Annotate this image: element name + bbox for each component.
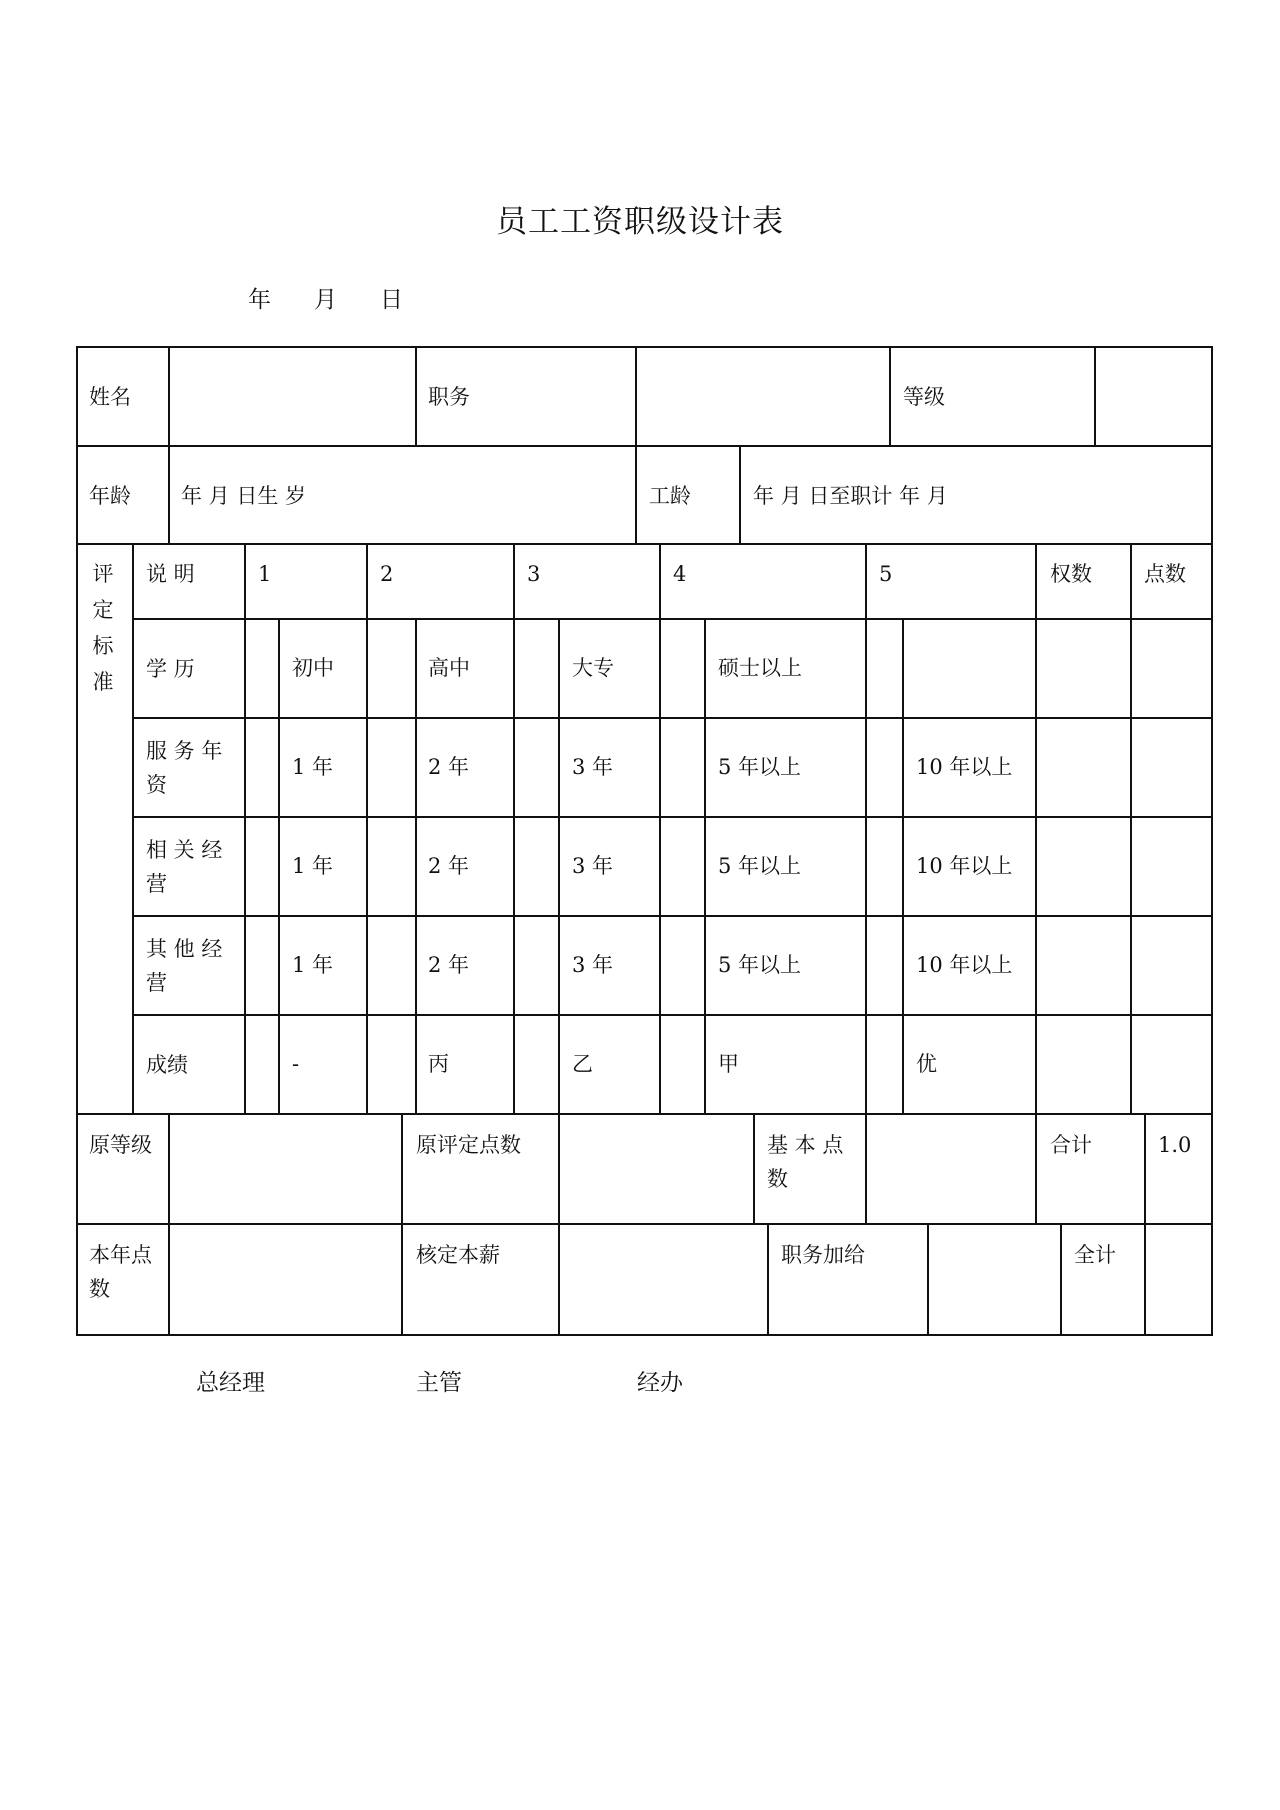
criteria-row-value: 1 年	[292, 755, 334, 779]
criteria-row-value: 10 年以上	[916, 953, 1013, 977]
criteria-row-value: 丙	[428, 1052, 449, 1076]
total-label: 全计	[1074, 1243, 1116, 1267]
criteria-row-value: 2 年	[428, 755, 470, 779]
duty-allowance-label: 职务加给	[781, 1243, 865, 1267]
table-border-top	[76, 346, 1213, 348]
grid-line	[889, 347, 891, 446]
criteria-row-value: 10 年以上	[916, 755, 1013, 779]
criteria-row-value: 2 年	[428, 953, 470, 977]
level-2-header: 2	[380, 562, 394, 586]
grid-line	[704, 619, 706, 1114]
grid-line	[366, 544, 368, 1114]
grid-line	[244, 544, 246, 1114]
criteria-row-label: 服 务 年	[146, 738, 223, 763]
table-border-left	[76, 347, 78, 1335]
year-points-label: 本年点	[89, 1243, 152, 1267]
grid-line	[168, 347, 170, 446]
grid-line	[635, 446, 637, 544]
criteria-row-label: 其 他 经	[146, 936, 223, 961]
grid-line	[168, 1114, 170, 1335]
date-month: 月	[314, 287, 337, 313]
criteria-row-value: -	[292, 1052, 300, 1076]
criteria-row-label: 成绩	[146, 1052, 188, 1077]
criteria-row-value: 高中	[428, 656, 470, 680]
weight-label: 权数	[1050, 562, 1092, 586]
criteria-row-value: 2 年	[428, 854, 470, 878]
position-label: 职务	[428, 385, 470, 409]
grid-line	[133, 618, 1213, 620]
grid-line	[865, 1114, 867, 1224]
level-1-header: 1	[258, 562, 272, 586]
grid-line	[659, 544, 661, 1114]
criteria-row-value: 3 年	[572, 755, 614, 779]
grid-line	[1035, 1114, 1037, 1224]
criteria-row-value: 乙	[572, 1052, 593, 1076]
criteria-row-value: 1 年	[292, 953, 334, 977]
base-points-label-line2: 数	[767, 1167, 788, 1191]
grid-line	[1144, 1114, 1146, 1224]
grid-line	[739, 446, 741, 544]
criteria-row-value: 甲	[718, 1052, 739, 1076]
birth-date-text: 年 月 日生 岁	[181, 484, 307, 508]
criteria-row-value: 5 年以上	[718, 854, 802, 878]
grid-line	[415, 619, 417, 1114]
seniority-label: 工龄	[649, 484, 691, 508]
criteria-row-value: 优	[916, 1052, 937, 1076]
grid-line	[133, 816, 1213, 818]
criteria-row-value: 初中	[292, 656, 334, 680]
criteria-row-label: 相 关 经	[146, 837, 223, 862]
criteria-row-label: 学 历	[146, 656, 195, 681]
grid-line	[278, 619, 280, 1114]
criteria-header-label: 说 明	[146, 562, 195, 586]
date-year: 年	[248, 287, 271, 313]
criteria-row-value: 5 年以上	[718, 755, 802, 779]
table-border-bottom	[76, 1334, 1213, 1336]
criteria-row-value: 3 年	[572, 854, 614, 878]
grid-line	[927, 1224, 929, 1335]
seniority-text: 年 月 日至职计 年 月	[753, 484, 948, 508]
grid-line	[1035, 544, 1037, 1114]
subtotal-value: 1.0	[1158, 1133, 1192, 1157]
grid-line	[76, 543, 1213, 545]
grid-line	[558, 619, 560, 1114]
criteria-side-char: 评	[92, 562, 114, 586]
grid-line	[902, 619, 904, 1114]
original-points-label: 原评定点数	[416, 1133, 521, 1157]
criteria-side-char: 标	[92, 634, 114, 658]
grid-line	[753, 1114, 755, 1224]
subtotal-label: 合计	[1050, 1133, 1092, 1157]
criteria-row-label: 资	[146, 772, 167, 797]
criteria-row-value: 5 年以上	[718, 953, 802, 977]
signature-handler: 经办	[637, 1370, 683, 1396]
grid-line	[415, 347, 417, 446]
grid-line	[133, 1014, 1213, 1016]
grid-line	[767, 1224, 769, 1335]
age-label: 年龄	[89, 484, 131, 508]
level-4-header: 4	[673, 562, 687, 586]
level-5-header: 5	[879, 562, 893, 586]
grid-line	[1094, 347, 1096, 446]
grid-line	[513, 544, 515, 1114]
grid-line	[1130, 544, 1132, 1114]
points-label: 点数	[1144, 562, 1186, 586]
criteria-row-value: 3 年	[572, 953, 614, 977]
criteria-side-label	[90, 556, 116, 700]
grid-line	[865, 544, 867, 1114]
base-points-label: 基 本 点	[767, 1133, 844, 1157]
table-border-right	[1211, 347, 1213, 1335]
grade-label: 等级	[903, 385, 945, 409]
criteria-row-value: 大专	[572, 656, 614, 680]
grid-line	[133, 915, 1213, 917]
approved-salary-label: 核定本薪	[416, 1243, 500, 1267]
original-grade-label: 原等级	[89, 1133, 152, 1157]
grid-line	[133, 717, 1213, 719]
year-points-label-line2: 数	[89, 1277, 110, 1301]
criteria-row-label: 营	[146, 970, 167, 995]
grid-line	[1144, 1224, 1146, 1335]
level-3-header: 3	[527, 562, 541, 586]
grid-line	[558, 1114, 560, 1335]
grid-line	[76, 1113, 1213, 1115]
criteria-row-label: 营	[146, 871, 167, 896]
date-day: 日	[380, 287, 403, 313]
criteria-row-value: 硕士以上	[718, 656, 802, 680]
signature-general-manager: 总经理	[196, 1370, 265, 1396]
page-title: 员工工资职级设计表	[496, 204, 784, 240]
criteria-side-char: 定	[92, 598, 114, 622]
name-label: 姓名	[89, 385, 131, 409]
grid-line	[635, 347, 637, 446]
grid-line	[168, 446, 170, 544]
grid-line	[401, 1114, 403, 1335]
grid-line	[132, 544, 134, 1114]
grid-line	[1060, 1224, 1062, 1335]
criteria-row-value: 10 年以上	[916, 854, 1013, 878]
grid-line	[76, 1223, 1213, 1225]
grid-line	[76, 445, 1213, 447]
criteria-side-char: 准	[92, 670, 114, 694]
signature-supervisor: 主管	[416, 1370, 462, 1396]
criteria-row-value: 1 年	[292, 854, 334, 878]
